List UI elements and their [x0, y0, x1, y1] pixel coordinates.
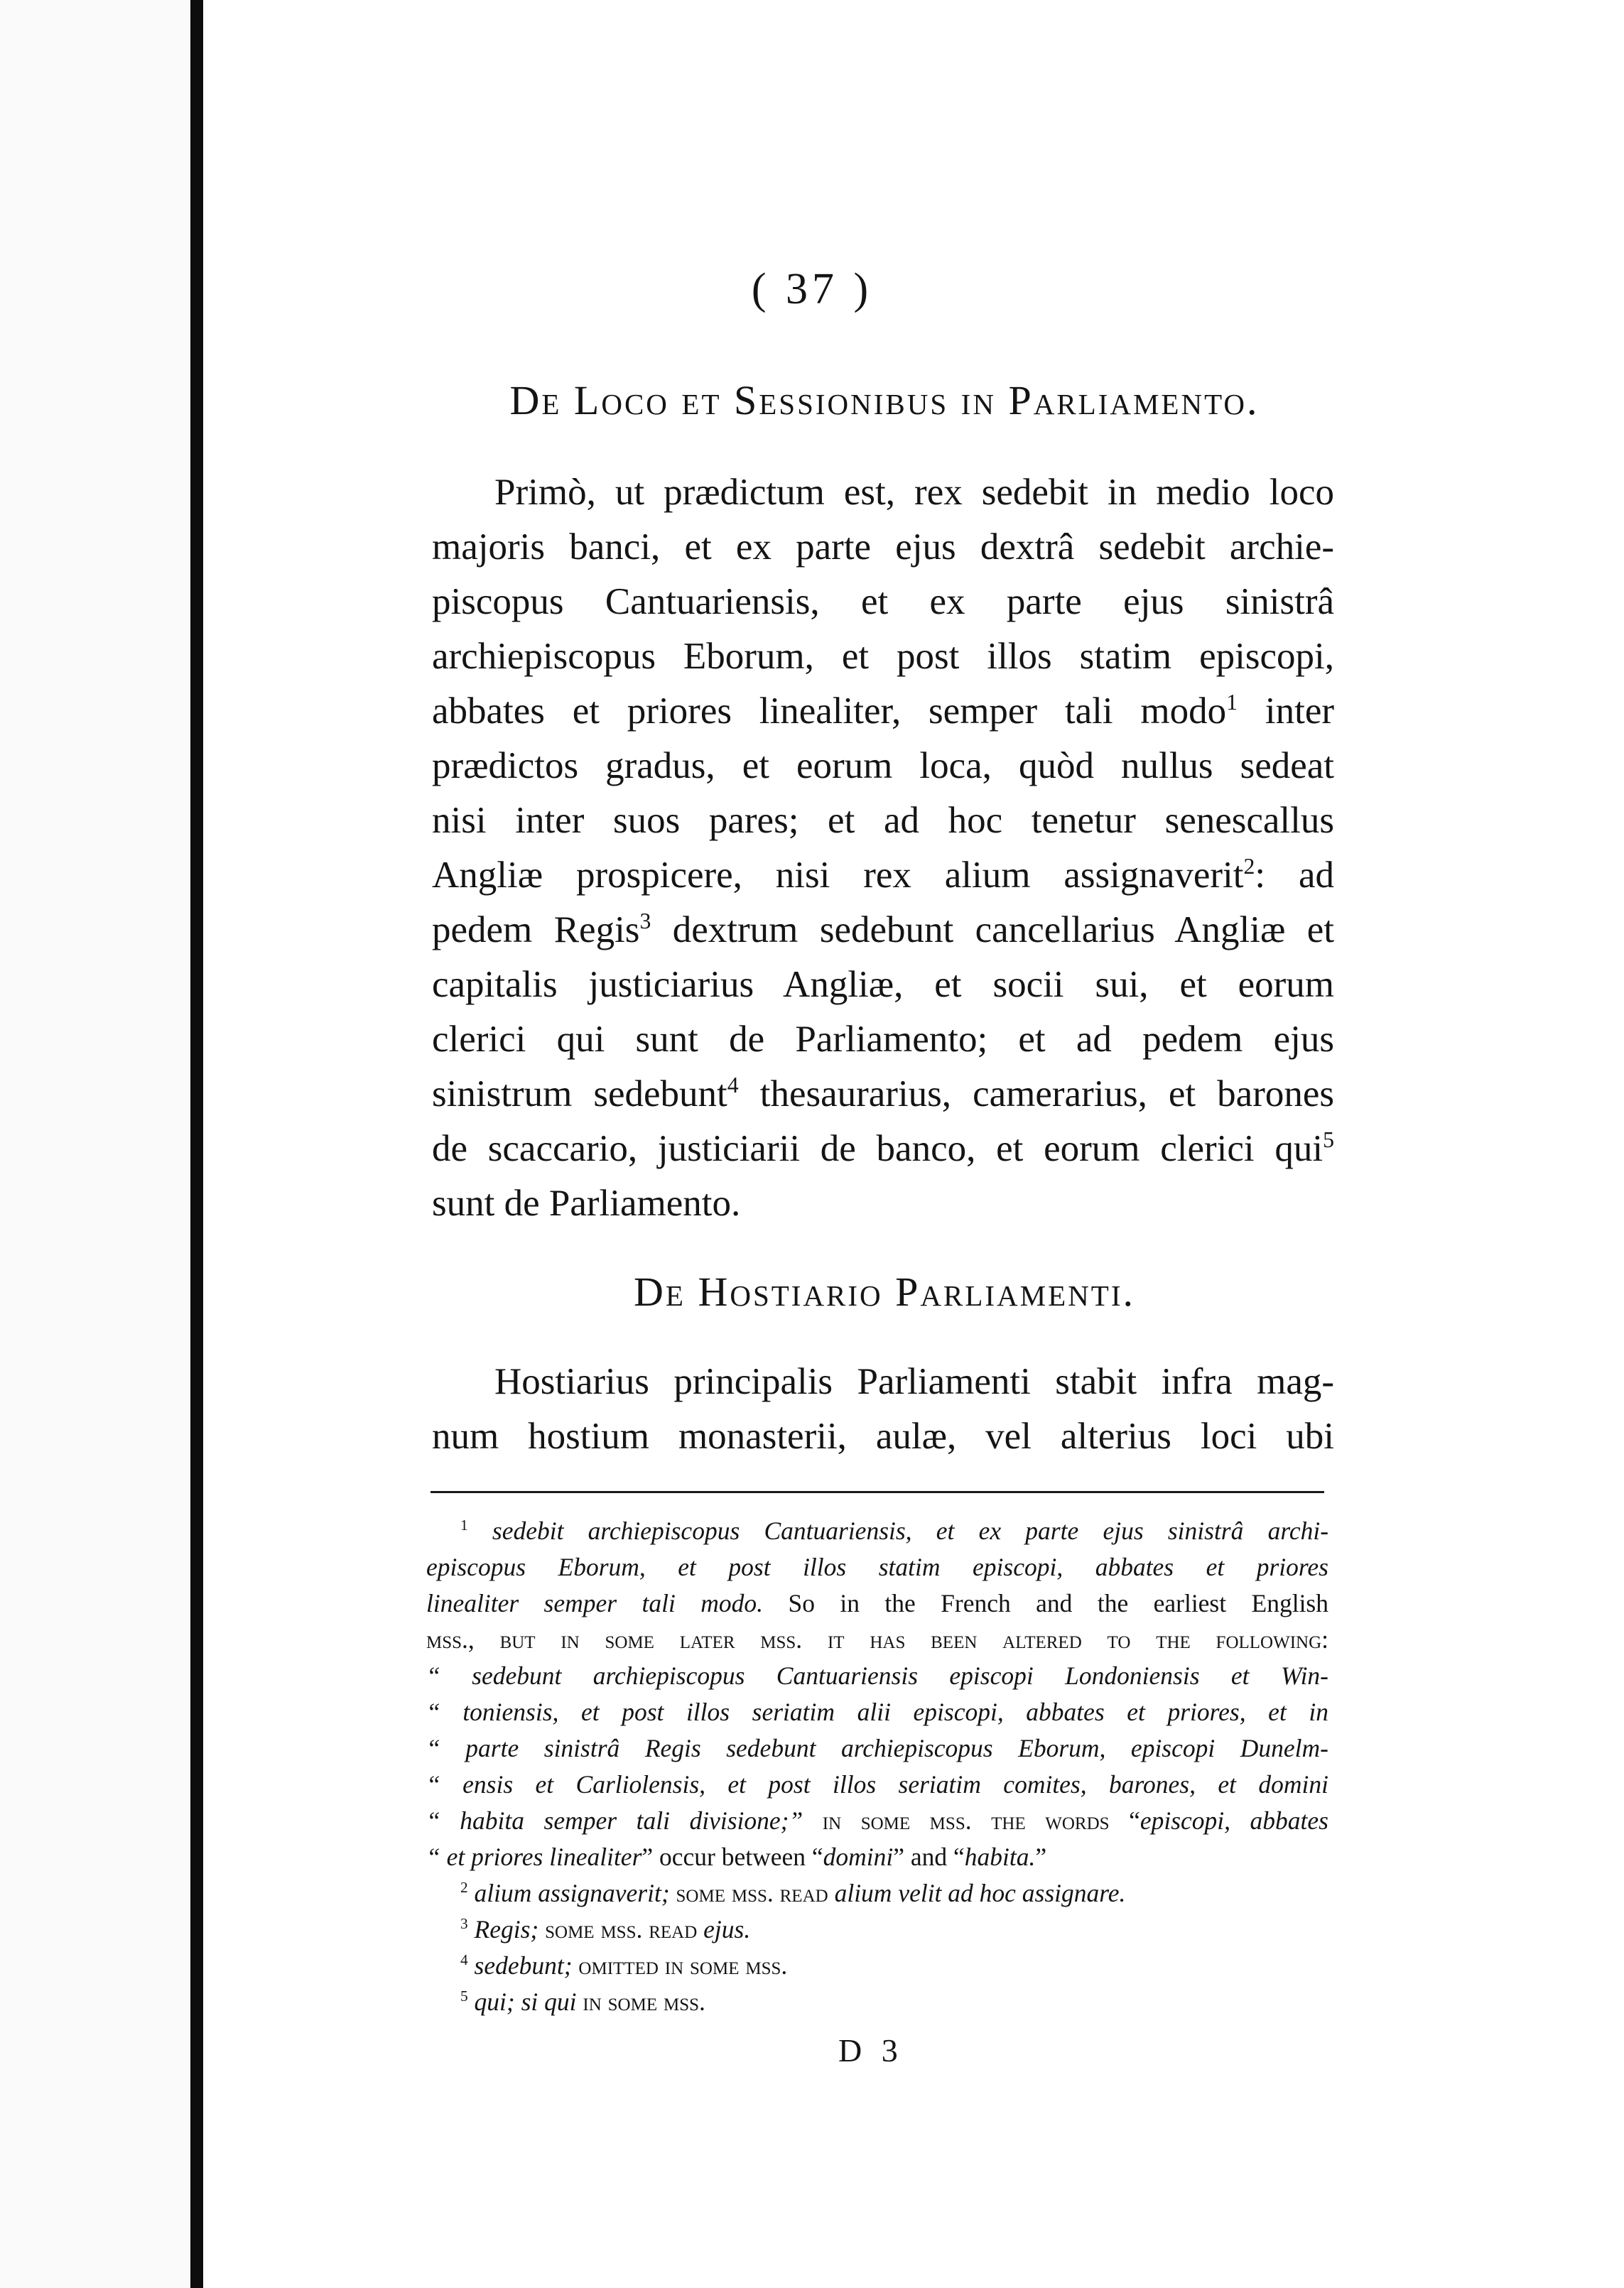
footnote-rule — [431, 1491, 1324, 1493]
text-line: sunt de Parliamento. — [432, 1183, 741, 1224]
text-line: pedem Regis$^3$ dextrum sedebunt cancellarius Angliæ et — [432, 908, 1334, 950]
footnote-3: $^3$ Regis; some mss. read ejus. — [460, 1915, 751, 1943]
footnote-line: “ ensis et Carliolensis, et post illos seriatim comites, barones, et domini — [426, 1770, 1328, 1799]
text-line: num hostium monasterii, aulæ, vel alterius loci ubi — [432, 1416, 1334, 1457]
footnote-line: “ habita semper tali divisione;” in some mss. the words “episcopi, abbates — [426, 1806, 1328, 1835]
footnote-line: mss., but in some later mss. it has been altered to the following: — [426, 1625, 1328, 1654]
text-line: prædictos gradus, et eorum loca, quòd nullus sedeat — [432, 745, 1334, 786]
footnote-marker: 3 — [639, 908, 651, 933]
text-line: capitalis justiciarius Angliæ, et socii sui, et eorum — [432, 964, 1334, 1005]
footnote-1: $^1$ sedebit archiepiscopus Cantuariensis, et ex parte ejus sinistrâ archi- — [460, 1517, 1329, 1545]
footnote-2: $^2$ alium assignaverit; some mss. read alium velit ad hoc assignare. — [460, 1879, 1126, 1907]
book-spine-edge — [190, 0, 203, 2288]
footnotes — [426, 1513, 1328, 2020]
text-line: nisi inter suos pares; et ad hoc tenetur senescallus — [432, 800, 1334, 841]
footnote-line: episcopus Eborum, et post illos statim episcopi, abbates et priores — [426, 1553, 1328, 1581]
text-line: Primò, ut prædictum est, rex sedebit in medio loco — [494, 472, 1334, 513]
section-heading-loco: De Loco et Sessionibus in Parliamento. — [509, 377, 1260, 423]
text-line: Angliæ prospicere, nisi rex alium assignaverit$^2$: ad — [432, 853, 1334, 896]
section-heading-hostiario: De Hostiario Parliamenti. — [634, 1269, 1135, 1315]
footnote-marker: 4 — [727, 1072, 739, 1097]
footnote-line: “ parte sinistrâ Regis sedebunt archiepiscopus Eborum, episcopi Dunelm- — [426, 1734, 1328, 1762]
footnote-marker: 5 — [1323, 1127, 1334, 1152]
footnote-marker: 2 — [1243, 853, 1255, 879]
text-line: clerici qui sunt de Parliamento; et ad pedem ejus — [432, 1019, 1334, 1060]
footnote-line: “ toniensis, et post illos seriatim alii episcopi, abbates et priores, et in — [426, 1698, 1328, 1726]
text-line: archiepiscopus Eborum, et post illos statim episcopi, — [432, 636, 1334, 677]
footnote-4: $^4$ sedebunt; omitted in some mss. — [460, 1951, 788, 1980]
signature-mark: D 3 — [838, 2032, 904, 2069]
page-number: ( 37 ) — [751, 265, 873, 313]
paragraph-hostiario — [432, 1355, 1334, 1464]
footnote-line: “ sedebunt archiepiscopus Cantuariensis episcopi Londoniensis et Win- — [426, 1661, 1328, 1690]
text-line: Hostiarius principalis Parliamenti stabit infra mag- — [494, 1361, 1334, 1402]
text-line: abbates et priores linealiter, semper tali modo$^1$ inter — [432, 689, 1334, 732]
text-line: de scaccario, justiciarii de banco, et eorum clerici qui$^5$ — [432, 1127, 1334, 1169]
page-margin — [0, 0, 190, 2288]
text-line: piscopus Cantuariensis, et ex parte ejus sinistrâ — [432, 581, 1334, 622]
text-line: sinistrum sedebunt$^4$ thesaurarius, camerarius, et barones — [432, 1072, 1334, 1115]
footnote-line: “ et priores linealiter” occur between “domini” and “habita.” — [426, 1843, 1047, 1871]
paragraph-loco — [432, 465, 1334, 1231]
text-line: majoris banci, et ex parte ejus dextrâ sedebit archie- — [432, 526, 1334, 568]
footnote-marker: 1 — [1226, 689, 1238, 715]
footnote-5: $^5$ qui; si qui in some mss. — [460, 1988, 705, 2016]
footnote-line: linealiter semper tali modo. So in the French and the earliest English — [426, 1589, 1329, 1617]
